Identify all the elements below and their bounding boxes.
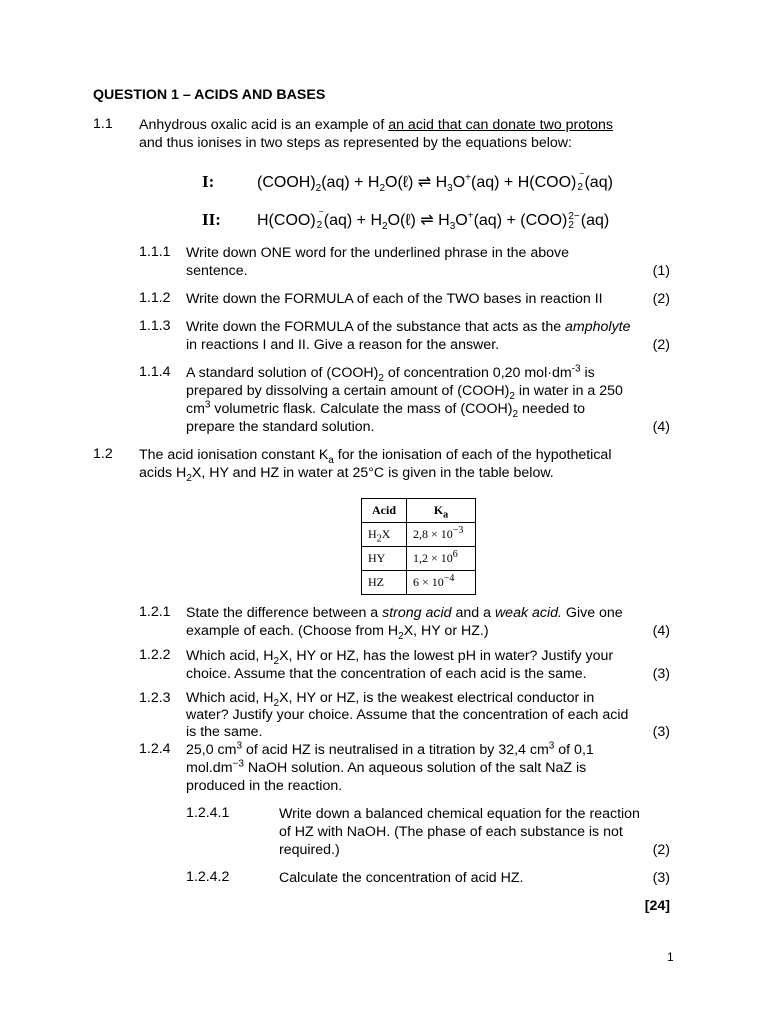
page-number: 1	[667, 950, 674, 964]
table-row: HY $1,2 \times 10^6$	[362, 547, 476, 571]
marks: (2)	[652, 337, 670, 353]
question-1-1-3-text: Write down the FORMULA of the substance that acts as the ampholyte in reactions I and II. Give a reason for the answer. (2)	[186, 319, 670, 353]
marks: (3)	[652, 666, 670, 682]
question-1-2-4-1-text: Write down a balanced chemical equation for the reaction of HZ with NaOH. (The phase of each substance is not required.) (2)	[279, 806, 670, 858]
question-1-1-1-text: Write down ONE word for the underlined phrase in the above sentence. (1)	[186, 245, 670, 279]
marks: (2)	[652, 291, 670, 307]
question-number-1-2-4-1: 1.2.4.1	[186, 805, 230, 821]
ka-table	[361, 498, 476, 595]
marks: (1)	[652, 263, 670, 279]
question-1-2-4-2-text: Calculate the concentration of acid HZ. (3)	[279, 870, 670, 886]
marks: (4)	[652, 419, 670, 435]
question-number-1-2-1: 1.2.1	[139, 604, 171, 620]
equation-2: H(COO) ‾ $2(aq) + H_2O(\ell)$ ⇌ $H_3O^+(aq) + (COO)2-$ 2 (aq)	[257, 210, 610, 233]
header-ka: $K_a$	[407, 499, 476, 523]
question-number-1-1-2: 1.1.2	[139, 290, 171, 306]
question-1-2-text: The acid ionisation constant $K_a$ for the ionisation of each of the hypothetical acids $H_2X$, HY and HZ in water at 25°C is given in the table below.	[139, 447, 612, 484]
question-number-1-1-3: 1.1.3	[139, 318, 171, 334]
marks: (3)	[652, 724, 670, 740]
question-number-1-2-2: 1.2.2	[139, 647, 171, 663]
table-row: HZ $6 \times 10^{-4}$	[362, 571, 476, 595]
question-1-1-4-text: A standard solution of $(COOH)_2$ of concentration 0,20 $mol\cdot dm^{-3}$ is prepared by dissolving a certain amount of $(COOH)_2$ in water in a 250 $cm^3$ volumetric flask. Calculate the mass of $(COOH)_2$ needed to prepare the standard solution. (4)	[186, 363, 670, 435]
question-1-2-3-text: Which acid, $H_2X$, HY or HZ, is the weakest electrical conductor in water? Justify your choice. Assume that the concentration of each acid is the same. (3)	[186, 690, 670, 740]
question-1-2-1-text: State the difference between a strong acid and a weak acid. Give one example of each. (Choose from $H_2X$, HY or HZ.) (4)	[186, 605, 670, 642]
marks: (3)	[652, 870, 670, 886]
equation-label-1: I:	[202, 172, 215, 191]
table-header-row	[362, 499, 476, 523]
equation-1: $(COOH)_2(aq)$ + $H_2O(\ell)$ ⇌ $H_3O^+(aq) + H(COO)$ ‾ 2(aq)	[257, 172, 613, 195]
question-number-1-1-1: 1.1.1	[139, 244, 171, 260]
question-number-1-2-3: 1.2.3	[139, 690, 171, 706]
question-title: QUESTION 1 – ACIDS AND BASES	[93, 87, 326, 103]
marks: (2)	[652, 842, 670, 858]
underlined-phrase: an acid that can donate two protons	[388, 117, 613, 133]
header-acid: Acid	[362, 499, 407, 523]
question-number-1-1: 1.1	[93, 116, 113, 132]
question-1-1-2-text: Write down the FORMULA of each of the TWO bases in reaction II (2)	[186, 291, 670, 307]
table-row: $H_2X$ $2,8 \times 10^{-3}$	[362, 523, 476, 547]
question-number-1-2-4: 1.2.4	[139, 741, 171, 757]
question-number-1-1-4: 1.1.4	[139, 364, 171, 380]
marks: (4)	[652, 623, 670, 639]
question-number-1-2-4-2: 1.2.4.2	[186, 869, 230, 885]
equation-label-2: II:	[202, 210, 221, 229]
total-marks: [24]	[644, 898, 670, 914]
question-1-2-4-text: 25,0 $cm^3$ of acid HZ is neutralised in a titration by 32,4 $cm^3$ of 0,1 $mol.dm^{-3}$ NaOH solution. An aqueous solution of the salt NaZ is produced in the reaction.	[186, 740, 594, 794]
question-1-1-text: Anhydrous oxalic acid is an example of an acid that can donate two protons and thus ionises in two steps as represented by the equations below:	[139, 117, 613, 151]
question-number-1-2: 1.2	[93, 446, 113, 462]
question-1-2-2-text: Which acid, $H_2X$, HY or HZ, has the lowest pH in water? Justify your choice. Assume that the concentration of each acid is the same. (3)	[186, 648, 670, 682]
